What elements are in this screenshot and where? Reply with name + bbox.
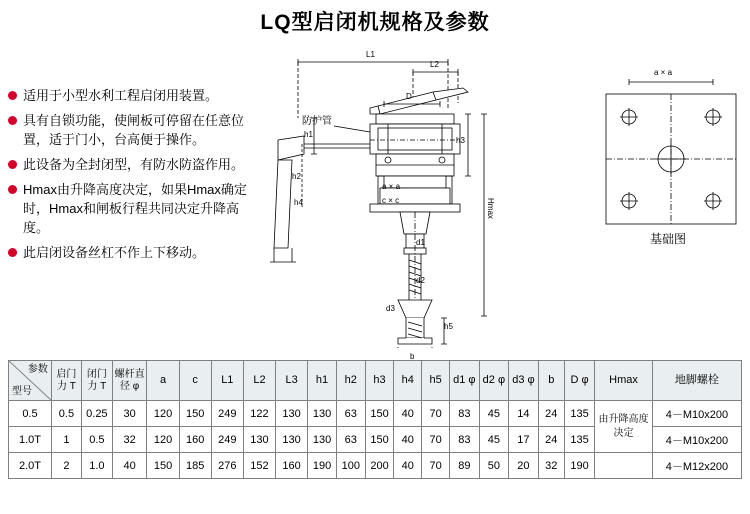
col-close-force: 闭门力 T [81, 361, 112, 401]
dim-label-axa-plan: a × a [654, 68, 673, 77]
cell-model: 2.0T [9, 453, 52, 479]
dim-label-cxc: c × c [382, 196, 400, 205]
cell-h2: 63 [336, 427, 365, 453]
cell-D: 190 [564, 453, 594, 479]
cell-a: 150 [147, 453, 179, 479]
dim-label-D: D [406, 92, 412, 101]
cell-d3: 14 [509, 401, 539, 427]
page-title: LQ型启闭机规格及参数 [260, 11, 490, 34]
list-item [8, 111, 258, 149]
list-item-label: 此启闭设备丝杠不作上下移动。 [23, 245, 206, 260]
cell-close-force: 1.0 [81, 453, 112, 479]
cell-L2: 152 [243, 453, 275, 479]
cell-d2: 45 [479, 401, 509, 427]
cell-d3: 17 [509, 427, 539, 453]
dim-label-hmax: Hmax [486, 198, 495, 219]
cell-b: 32 [538, 453, 564, 479]
cell-a: 120 [147, 401, 179, 427]
col-a: a [147, 361, 179, 401]
cell-L1: 276 [211, 453, 243, 479]
col-c: c [179, 361, 211, 401]
col-L1: L1 [211, 361, 243, 401]
col-screw-dia: 螺杆直径 φ [112, 361, 147, 401]
col-h2: h2 [336, 361, 365, 401]
cell-L3: 130 [276, 401, 308, 427]
cell-anchor-bolt: 4－M10x200 [652, 401, 741, 427]
col-hmax: Hmax [595, 361, 653, 401]
col-d3: d3 φ [509, 361, 539, 401]
feature-list [8, 86, 258, 268]
cell-h5: 70 [422, 401, 450, 427]
col-L3: L3 [276, 361, 308, 401]
cell-close-force: 0.5 [81, 427, 112, 453]
col-h5: h5 [422, 361, 450, 401]
dim-label-L1: L1 [366, 50, 375, 59]
spec-table-wrap [8, 360, 742, 479]
cell-L3: 160 [276, 453, 308, 479]
corner-label-model: 型号 [12, 386, 32, 397]
cell-d1: 83 [450, 401, 480, 427]
cell-h3: 150 [365, 427, 394, 453]
table-row [9, 453, 742, 479]
cell-b: 24 [538, 427, 564, 453]
table-row [9, 401, 742, 427]
cell-h5: 70 [422, 427, 450, 453]
table-corner-cell [9, 361, 52, 401]
col-anchor-bolt: 地脚螺栓 [652, 361, 741, 401]
protect-tube-label: 防护管 [302, 116, 332, 127]
bullet-dot-icon [8, 185, 17, 194]
list-item-label: 适用于小型水利工程启闭用装置。 [23, 88, 219, 103]
cell-c: 160 [179, 427, 211, 453]
cell-L3: 130 [276, 427, 308, 453]
dim-label-h1: h1 [304, 130, 313, 139]
table-header-row [9, 361, 742, 401]
list-item [8, 155, 258, 174]
cell-open-force: 0.5 [51, 401, 81, 427]
bullet-dot-icon [8, 116, 17, 125]
cell-h4: 40 [394, 427, 422, 453]
cell-h4: 40 [394, 453, 422, 479]
cell-screw-dia: 32 [112, 427, 147, 453]
spec-table-head [9, 361, 742, 401]
foundation-caption: 基础图 [650, 232, 687, 246]
cell-h4: 40 [394, 401, 422, 427]
spec-table [8, 360, 742, 479]
cell-hmax-empty [595, 453, 653, 479]
cell-d2: 50 [479, 453, 509, 479]
cell-screw-dia: 40 [112, 453, 147, 479]
list-item [8, 86, 258, 105]
dim-label-axa: a × a [382, 182, 401, 191]
dim-label-h2: h2 [292, 172, 301, 181]
cell-c: 150 [179, 401, 211, 427]
cell-b: 24 [538, 401, 564, 427]
list-item [8, 180, 258, 237]
col-D: D φ [564, 361, 594, 401]
cell-L2: 130 [243, 427, 275, 453]
list-item-label: 具有自锁功能，使闸板可停留在任意位置，适于门小，台高便于操作。 [23, 113, 245, 147]
cell-hmax-note: 由升降高度决定 [595, 401, 653, 453]
hoist-assembly-drawing [258, 48, 750, 348]
list-item-label: 此设备为全封闭型，有防水防盗作用。 [23, 157, 245, 172]
cell-a: 120 [147, 427, 179, 453]
bullet-dot-icon [8, 248, 17, 257]
cell-model: 1.0T [9, 427, 52, 453]
cell-model: 0.5 [9, 401, 52, 427]
cell-L2: 122 [243, 401, 275, 427]
cell-h3: 200 [365, 453, 394, 479]
dim-label-L2: L2 [430, 60, 439, 69]
cell-close-force: 0.25 [81, 401, 112, 427]
corner-label-parameter: 参数 [27, 364, 48, 375]
cell-d2: 45 [479, 427, 509, 453]
col-h1: h1 [308, 361, 337, 401]
dim-label-h4: h4 [294, 198, 303, 207]
dim-label-d3: d3 [386, 304, 395, 313]
cell-D: 135 [564, 401, 594, 427]
cell-h1: 130 [308, 401, 337, 427]
cell-anchor-bolt: 4－M12x200 [652, 453, 741, 479]
cell-c: 185 [179, 453, 211, 479]
cell-open-force: 1 [51, 427, 81, 453]
col-d2: d2 φ [479, 361, 509, 401]
cell-open-force: 2 [51, 453, 81, 479]
list-item-label: Hmax由升降高度决定，如果Hmax确定时，Hmax和闸板行程共同决定升降高度。 [23, 182, 247, 235]
bullet-dot-icon [8, 91, 17, 100]
col-b: b [538, 361, 564, 401]
dim-label-h3: h3 [456, 136, 465, 145]
col-h3: h3 [365, 361, 394, 401]
cell-h2: 100 [336, 453, 365, 479]
cell-h3: 150 [365, 401, 394, 427]
cell-anchor-bolt: 4－M10x200 [652, 427, 741, 453]
col-h4: h4 [394, 361, 422, 401]
cell-h2: 63 [336, 401, 365, 427]
col-d1: d1 φ [450, 361, 480, 401]
cell-L1: 249 [211, 401, 243, 427]
dim-label-h5: h5 [444, 322, 453, 331]
cell-d3: 20 [509, 453, 539, 479]
spec-table-body [9, 401, 742, 479]
dim-label-d1: d1 [416, 238, 425, 247]
technical-drawing [258, 48, 750, 361]
cell-h1: 190 [308, 453, 337, 479]
cell-screw-dia: 30 [112, 401, 147, 427]
cell-D: 135 [564, 427, 594, 453]
col-L2: L2 [243, 361, 275, 401]
bullet-dot-icon [8, 160, 17, 169]
cell-h1: 130 [308, 427, 337, 453]
dim-label-d2: d2 [416, 276, 425, 285]
col-open-force: 启门力 T [51, 361, 81, 401]
cell-L1: 249 [211, 427, 243, 453]
cell-h5: 70 [422, 453, 450, 479]
cell-d1: 89 [450, 453, 480, 479]
cell-d1: 83 [450, 427, 480, 453]
dim-label-b: b [410, 352, 415, 361]
list-item [8, 243, 258, 262]
